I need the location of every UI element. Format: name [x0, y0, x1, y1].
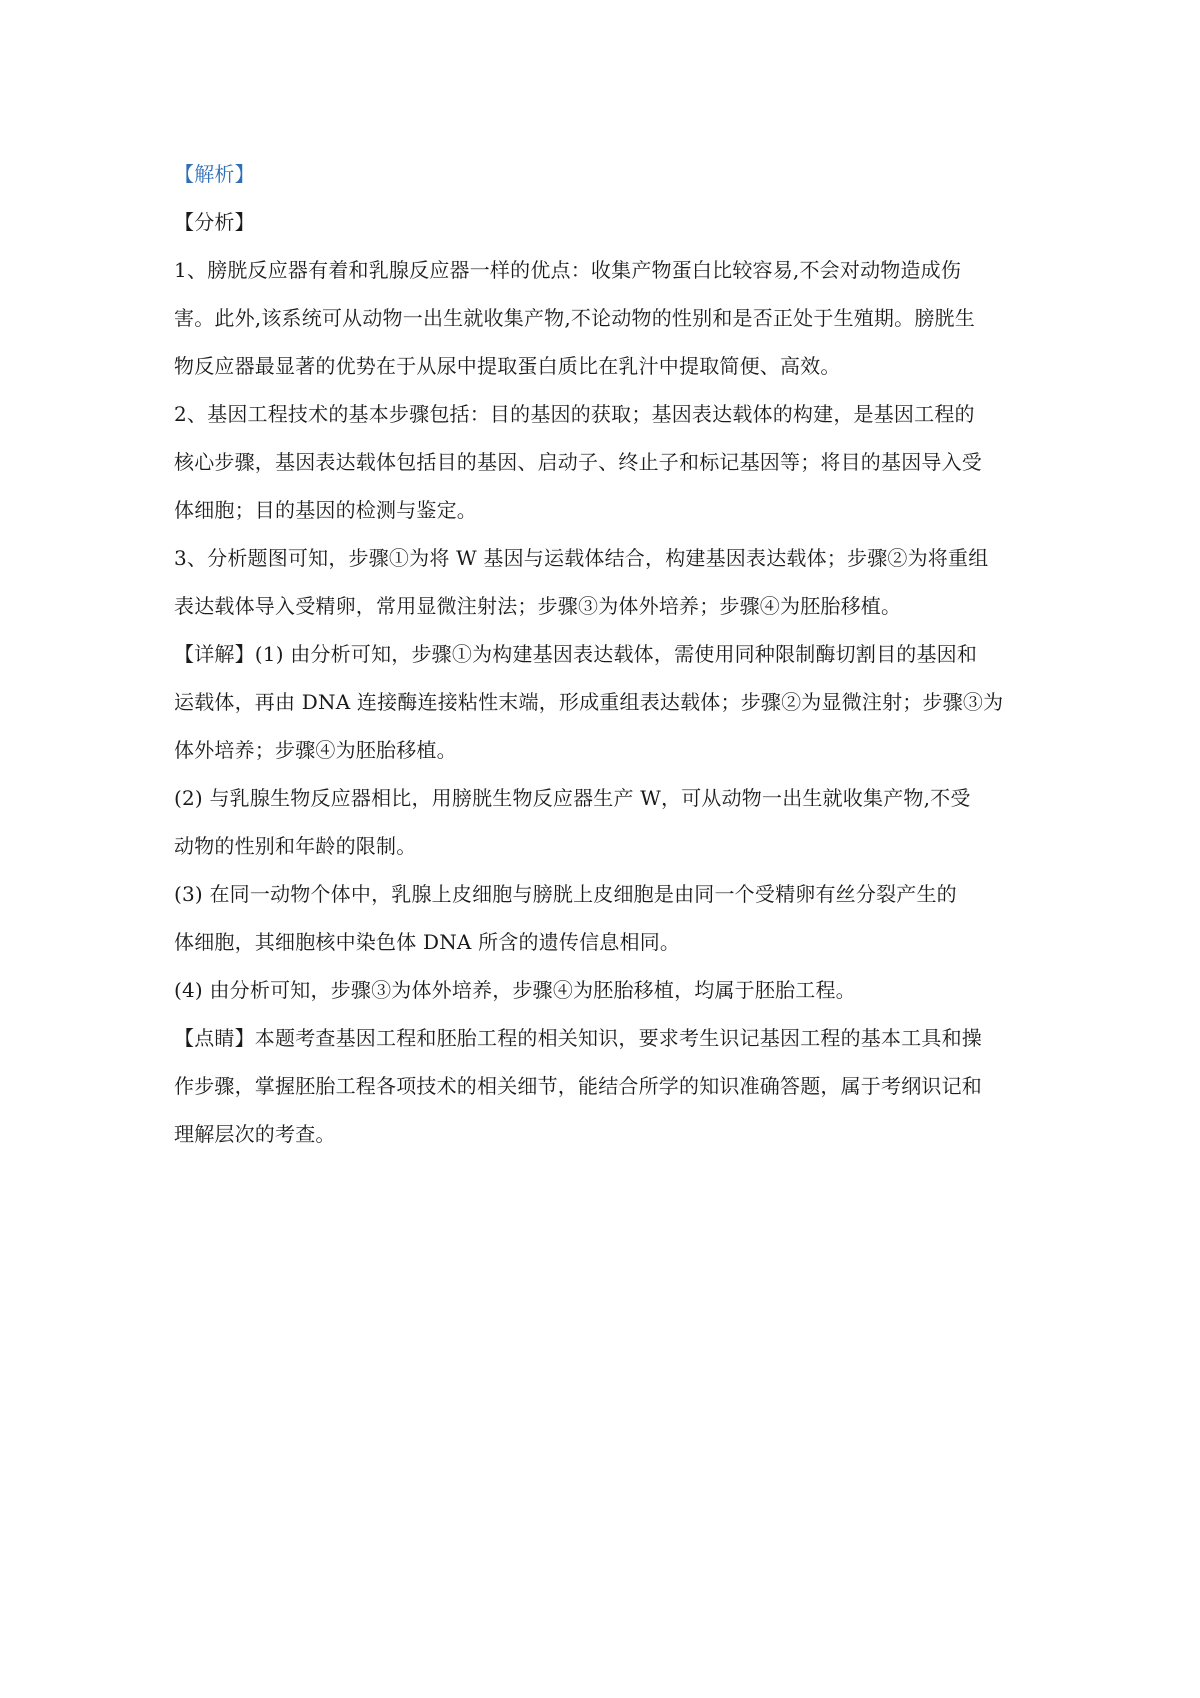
comment-line: 作步骤，掌握胚胎工程各项技术的相关细节，能结合所学的知识准确答题，属于考纲识记和 [174, 1074, 982, 1098]
analysis-line: 表达载体导入受精卵，常用显微注射法；步骤③为体外培养；步骤④为胚胎移植。 [174, 594, 902, 618]
detail-line: 动物的性别和年龄的限制。 [174, 834, 417, 858]
analysis-line: 2、基因工程技术的基本步骤包括：目的基因的获取；基因表达载体的构建，是基因工程的 [174, 402, 975, 426]
detail-paragraphs [174, 630, 1034, 1014]
analysis-line: 体细胞；目的基因的检测与鉴定。 [174, 498, 477, 522]
detail-line: (4) 由分析可知，步骤③为体外培养，步骤④为胚胎移植，均属于胚胎工程。 [174, 978, 856, 1002]
analysis-line: 核心步骤，基因表达载体包括目的基因、启动子、终止子和标记基因等；将目的基因导入受 [174, 450, 982, 474]
analysis-line: 3、分析题图可知，步骤①为将 W 基因与运载体结合，构建基因表达载体；步骤②为将重组 [174, 546, 989, 570]
comment-line: 【点睛】本题考查基因工程和胚胎工程的相关知识，要求考生识记基因工程的基本工具和操 [174, 1026, 982, 1050]
detail-line: 体外培养；步骤④为胚胎移植。 [174, 738, 457, 762]
detail-line: (2) 与乳腺生物反应器相比，用膀胱生物反应器生产 W，可从动物一出生就收集产物,不受 [174, 786, 971, 810]
analysis-line: 1、膀胱反应器有着和乳腺反应器一样的优点：收集产物蛋白比较容易,不会对动物造成伤 [174, 258, 962, 282]
analysis-paragraphs [174, 246, 1034, 630]
comment-line: 理解层次的考查。 [174, 1122, 336, 1146]
detail-line: 运载体，再由 DNA 连接酶连接粘性末端，形成重组表达载体；步骤②为显微注射；步骤③为 [174, 690, 1004, 714]
detail-line: (3) 在同一动物个体中，乳腺上皮细胞与膀胱上皮细胞是由同一个受精卵有丝分裂产生的 [174, 882, 957, 906]
detail-line: 体细胞，其细胞核中染色体 DNA 所含的遗传信息相同。 [174, 930, 681, 954]
document-body [174, 150, 1034, 1158]
section-heading-jiexi: 【解析】 [174, 162, 255, 186]
analysis-line: 物反应器最显著的优势在于从尿中提取蛋白质比在乳汁中提取简便、高效。 [174, 354, 841, 378]
detail-line: 【详解】(1) 由分析可知，步骤①为构建基因表达载体，需使用同种限制酶切割目的基因和 [174, 642, 978, 666]
analysis-line: 害。此外,该系统可从动物一出生就收集产物,不论动物的性别和是否正处于生殖期。膀胱生 [174, 306, 975, 330]
analysis-heading: 【分析】 [174, 210, 255, 234]
comment-paragraphs [174, 1014, 1034, 1158]
